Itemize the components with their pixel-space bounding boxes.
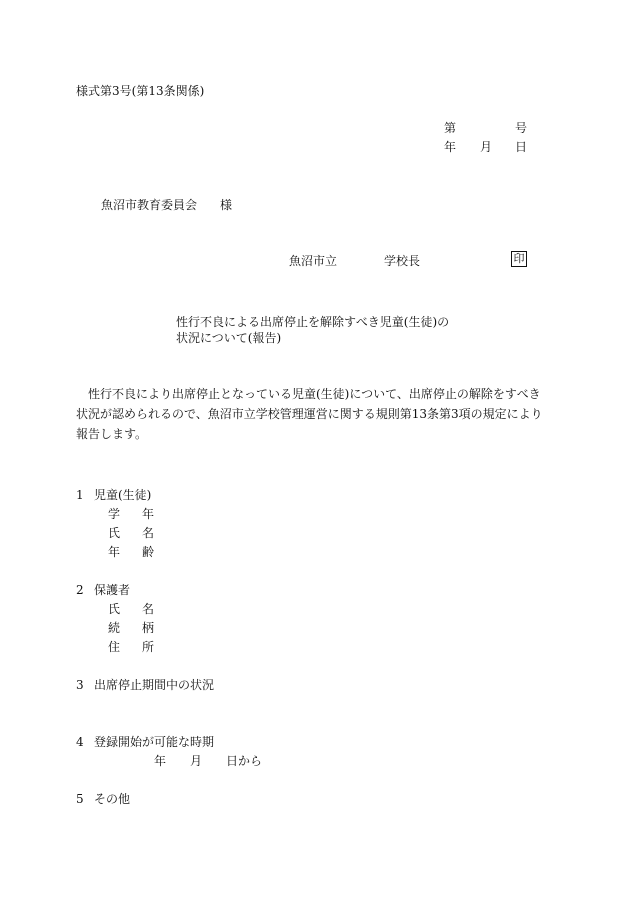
s2-item-3-b: 所 <box>142 640 155 654</box>
section-4-heading: 登録開始が可能な時期 <box>94 735 215 749</box>
section-4-number: 4 <box>76 735 84 749</box>
s1-item-1-a: 学 <box>108 507 121 521</box>
ref-dai: 第 <box>444 121 457 135</box>
section-3-number: 3 <box>76 678 84 692</box>
body-paragraph: 性行不良により出席停止となっている児童(生徒)について、出席停止の解除をすべき状況が認められるので、魚沼市立学校管理運営に関する規則第13条第3項の規定により報告します。 <box>76 387 543 441</box>
section-2-number: 2 <box>76 583 84 597</box>
sender-principal: 学校長 <box>384 254 421 268</box>
title-line1: 性行不良による出席停止を解除すべき児童(生徒)の <box>176 315 450 329</box>
s1-item-3-a: 年 <box>108 545 121 559</box>
s2-item-1-a: 氏 <box>108 602 121 616</box>
form-label: 様式第3号(第13条関係) <box>76 84 205 98</box>
date-month: 月 <box>480 140 493 154</box>
s4-date-month: 月 <box>190 754 203 768</box>
section-5-heading: その他 <box>94 792 131 806</box>
section-3-heading: 出席停止期間中の状況 <box>94 678 215 692</box>
s2-item-1-b: 名 <box>142 602 155 616</box>
s2-item-2-a: 続 <box>108 621 121 635</box>
s1-item-2-b: 名 <box>142 526 155 540</box>
sender-city-school: 魚沼市立 <box>289 254 338 268</box>
s1-item-1-b: 年 <box>142 507 155 521</box>
seal-mark: 印 <box>511 251 527 267</box>
section-5-number: 5 <box>76 792 84 806</box>
s4-date-day-from: 日から <box>226 754 263 768</box>
addressee-name: 魚沼市教育委員会 <box>101 198 198 212</box>
s1-item-3-b: 齢 <box>142 545 155 559</box>
s2-item-3-a: 住 <box>108 640 121 654</box>
section-1-heading: 児童(生徒) <box>94 488 152 502</box>
section-2-heading: 保護者 <box>94 583 131 597</box>
addressee-honorific: 様 <box>220 198 233 212</box>
date-day: 日 <box>515 140 528 154</box>
date-year: 年 <box>444 140 457 154</box>
title-line2: 状況について(報告) <box>176 331 282 345</box>
s1-item-2-a: 氏 <box>108 526 121 540</box>
s4-date-year: 年 <box>154 754 167 768</box>
ref-go: 号 <box>515 121 528 135</box>
s2-item-2-b: 柄 <box>142 621 155 635</box>
section-1-number: 1 <box>76 488 84 502</box>
